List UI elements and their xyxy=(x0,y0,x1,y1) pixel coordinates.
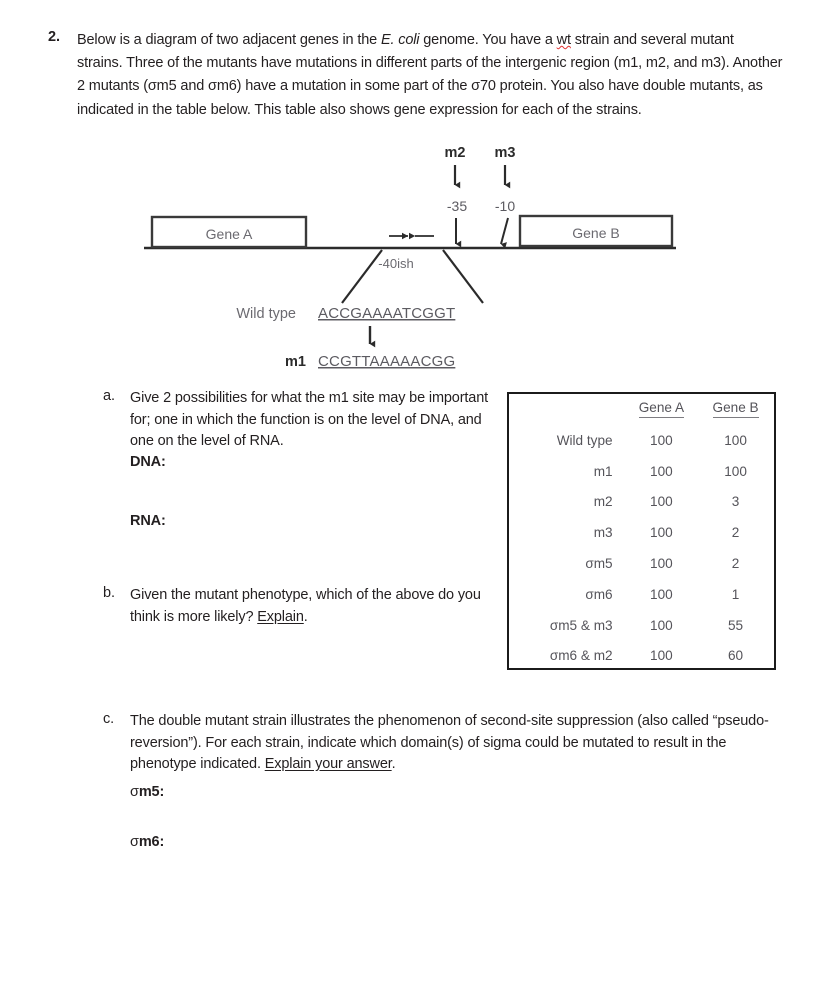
cell-gene-a: 100 xyxy=(650,556,673,572)
cell-strain: m2 xyxy=(593,494,613,510)
cell-gene-b: 2 xyxy=(731,556,740,572)
sub-question-c-text xyxy=(130,711,785,776)
promoter-label-minus35: -35 xyxy=(446,198,468,214)
cell-gene-b: 60 xyxy=(728,648,744,664)
spellcheck-flagged-word: wt xyxy=(556,32,571,48)
dna-answer-label: DNA: xyxy=(130,454,166,470)
sub-question-c-letter: c. xyxy=(103,711,115,727)
callout-line-right xyxy=(443,250,483,303)
cell-gene-b: 2 xyxy=(731,525,740,541)
cell-gene-a: 100 xyxy=(650,648,673,664)
sub-c-underlined: Explain your answer xyxy=(264,756,392,772)
sub-question-b-text xyxy=(130,585,492,628)
sub-question-a-letter: a. xyxy=(103,388,115,404)
cell-strain: σm6 xyxy=(585,586,613,602)
sigma-m6-answer-label: σm6: xyxy=(130,834,165,850)
cell-gene-a: 100 xyxy=(650,463,673,479)
cell-gene-a: 100 xyxy=(650,525,673,541)
table-row xyxy=(509,423,774,456)
header-gene-a xyxy=(626,394,698,423)
header-gene-a-label: Gene A xyxy=(639,400,684,418)
sub-question-b-letter: b. xyxy=(103,585,115,601)
sub-b-underlined: Explain xyxy=(257,608,304,625)
wildtype-sequence: ACCGAAAATCGGT xyxy=(318,305,456,322)
sub-b-text-before: Given the mutant phenotype, which of the above do you think is more likely? xyxy=(130,587,481,625)
table-row xyxy=(509,517,774,548)
table-body xyxy=(509,423,774,671)
sub-c-text-before: The double mutant strain illustrates the phenomenon of second-site suppression (also called “pseudo-reversion”). For each strain, indicate which domain(s) of sigma could be mutated to result in the phenotype indicated. xyxy=(130,713,769,772)
callout-line-left xyxy=(342,250,382,303)
cell-gene-b: 100 xyxy=(724,432,747,448)
header-strain xyxy=(509,394,626,423)
cell-strain: Wild type xyxy=(556,432,613,448)
cell-gene-a: 100 xyxy=(650,432,673,448)
table-head xyxy=(509,394,774,423)
sub-b-text-after: . xyxy=(303,608,308,625)
cell-gene-b: 3 xyxy=(731,494,740,510)
table-row xyxy=(509,548,774,579)
m1-row-label: m1 xyxy=(285,354,306,370)
table-row xyxy=(509,456,774,487)
intro-text-part3: strain and several mutant strains. Three of the mutants have mutations in different parts of the intergenic region (m1, m2, and m3). Another 2 mutants (σm5 and σm6) have a mutation in some part of the σ70 protein. You also have double mutants, as indicated in the table below. This table also shows gene expression for each of the strains. xyxy=(77,32,783,118)
rna-answer-label: RNA: xyxy=(130,513,166,529)
question-number: 2. xyxy=(48,29,60,45)
table-row xyxy=(509,487,774,518)
expression-table-element xyxy=(509,394,774,671)
cell-gene-b: 100 xyxy=(724,463,747,479)
table-header-row xyxy=(509,394,774,423)
gene-expression-table xyxy=(507,392,776,670)
header-gene-b xyxy=(697,394,774,423)
sigma-m5-answer-label: σm5: xyxy=(130,784,165,800)
cell-gene-a: 100 xyxy=(650,617,673,633)
cell-gene-a: 100 xyxy=(650,494,673,510)
cell-gene-b: 55 xyxy=(728,617,744,633)
cell-strain: m3 xyxy=(593,525,613,541)
organism-name-italic: E. coli xyxy=(380,32,420,48)
intro-text-part1: Below is a diagram of two adjacent genes in the xyxy=(77,32,381,48)
table-row xyxy=(509,610,774,641)
mutation-label-m3: m3 xyxy=(494,145,516,161)
wildtype-row-label: Wild type xyxy=(236,306,296,322)
gene-b-label: Gene B xyxy=(572,225,620,241)
sub-question-a-text: Give 2 possibilities for what the m1 site may be important for; one in which the function is on the level of DNA, and one on the level of RNA. xyxy=(130,390,488,449)
cell-gene-b: 1 xyxy=(731,586,740,602)
cell-strain: m1 xyxy=(593,463,613,479)
sub-c-text-after: . xyxy=(391,756,396,772)
gene-diagram xyxy=(130,140,690,385)
cell-gene-a: 100 xyxy=(650,586,673,602)
promoter-label-minus10: -10 xyxy=(494,198,516,214)
m1-sequence: CCGTTAAAAACGG xyxy=(318,353,456,370)
intro-text-part2: genome. You have a xyxy=(419,32,557,48)
table-row xyxy=(509,641,774,672)
cell-strain: σm5 & m3 xyxy=(549,617,613,633)
cell-strain: σm6 & m2 xyxy=(549,648,613,664)
minus10-pointer-arrow xyxy=(501,218,508,244)
upstream-region-label: -40ish xyxy=(378,256,414,271)
gene-a-label: Gene A xyxy=(205,226,253,242)
mutation-label-m2: m2 xyxy=(444,145,466,161)
header-gene-b-label: Gene B xyxy=(713,400,759,418)
question-intro-paragraph xyxy=(77,29,783,122)
cell-strain: σm5 xyxy=(585,556,613,572)
table-row xyxy=(509,579,774,610)
